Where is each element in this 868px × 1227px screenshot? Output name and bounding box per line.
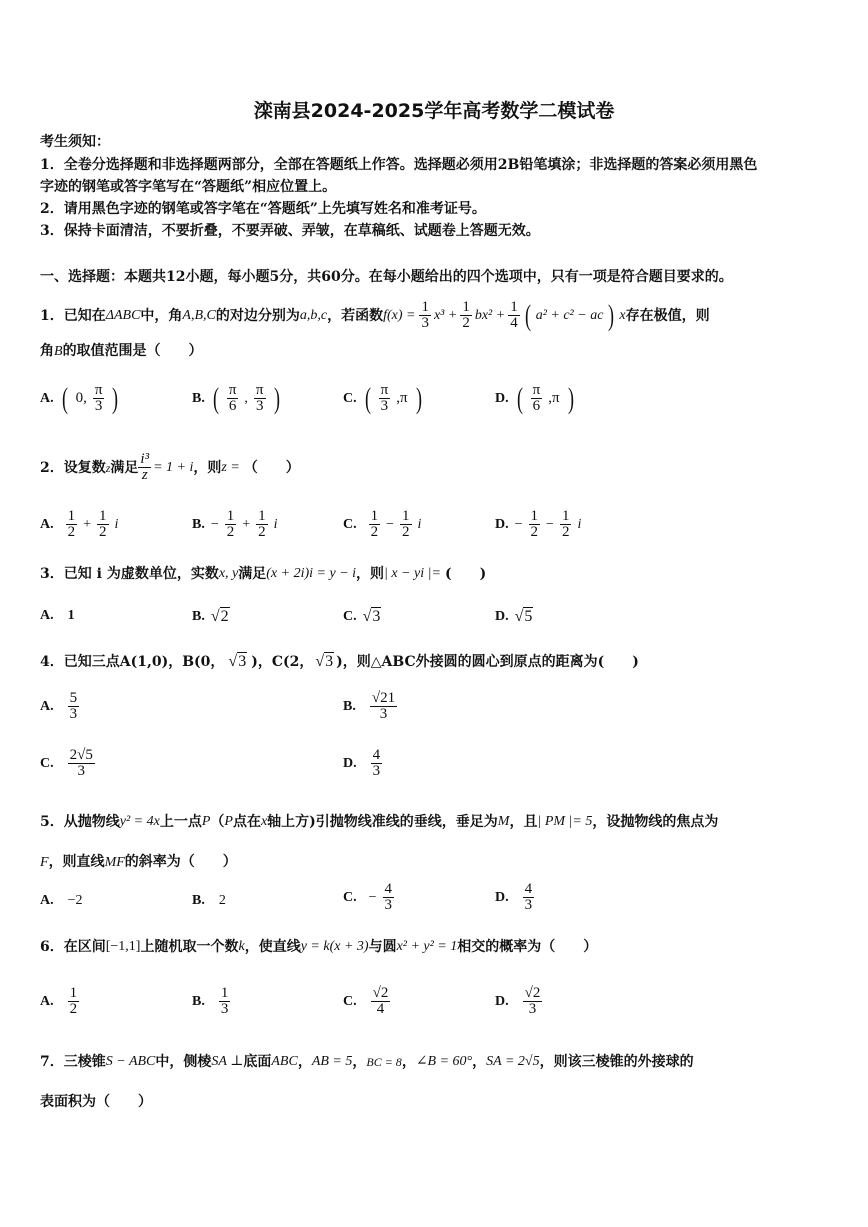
fraction-numerator: π: [228, 382, 237, 398]
question-text: 的斜率为（ ）: [124, 854, 237, 870]
question-text: ，: [297, 1054, 312, 1070]
option-a: A. $\frac{1}{2}$ + $\frac{1}{2}$ i: [40, 508, 119, 540]
question-text: 已知 i 为虚数单位，实数: [63, 566, 219, 582]
option-c: C. ( $\frac{\pi}{3}$ ,π ): [343, 381, 422, 415]
option-label: C.: [343, 390, 357, 406]
question-number: 7．: [40, 1054, 64, 1070]
question-number: 6．: [40, 939, 64, 955]
fraction-numerator: π: [532, 382, 541, 398]
math-expr: M: [497, 814, 510, 829]
fraction-numerator: π: [380, 382, 389, 398]
option-a: [40, 893, 83, 909]
math-expr: x: [260, 814, 268, 829]
question-text: 在区间: [63, 939, 106, 955]
notice-line-3: 2．请用黑色字迹的钢笔或答字笔在“答题纸”上先填写姓名和准考证号。: [40, 201, 486, 217]
question-1-line-2: [40, 342, 203, 361]
math-expr: SA ⊥: [211, 1054, 244, 1069]
option-a: A. ( 0, $\frac{\pi}{3}$ ): [40, 381, 119, 415]
option-label: A.: [40, 893, 54, 908]
math-expr: F: [40, 855, 49, 870]
notice-line-1: 1．全卷分选择题和非选择题两部分，全部在答题纸上作答。选择题必须用2B铅笔填涂；非选择题的答案必须用黑色: [40, 157, 758, 173]
option-label: B.: [192, 893, 205, 908]
option-label: A.: [40, 993, 54, 1009]
question-text: 上一点: [159, 814, 202, 830]
option-label: D.: [495, 993, 509, 1009]
question-text: 相交的概率为（ ）: [457, 939, 598, 955]
option-label: D.: [343, 755, 357, 771]
question-text: （ ）: [243, 459, 300, 476]
question-text: 三棱锥: [63, 1054, 106, 1070]
math-expr: y² = 4x: [119, 814, 160, 829]
option-label: C.: [343, 609, 357, 624]
question-text: 已知在: [63, 307, 106, 324]
math-expr: ABC: [271, 1054, 298, 1069]
question-number: 2．: [40, 459, 64, 476]
fraction-denominator: 3: [380, 398, 389, 414]
question-text: 与圆: [368, 939, 397, 955]
question-number: 5．: [40, 814, 64, 830]
question-text: ( ): [444, 566, 487, 582]
question-number: 3．: [40, 566, 64, 582]
option-label: B.: [192, 609, 205, 624]
math-expr: )，: [251, 654, 272, 670]
math-expr: B(0，: [182, 654, 225, 670]
option-a: [40, 608, 75, 624]
math-expr: x, y: [218, 566, 239, 581]
math-expr: A,B,C: [182, 307, 216, 323]
option-b: B. $\frac{1}{3}$: [192, 985, 229, 1017]
math-expr: P: [201, 814, 211, 829]
option-d: D. $\frac{4}{3}$: [343, 747, 381, 779]
math-expr: | PM |= 5: [537, 814, 593, 829]
question-6: [40, 938, 597, 956]
question-text: ，: [352, 1054, 367, 1070]
option-label: A.: [40, 516, 54, 532]
option-b: B. √2: [192, 608, 229, 625]
question-text: ，且: [509, 814, 538, 830]
fraction: $\frac{1}{3}$: [421, 299, 429, 331]
question-text: ，则: [356, 566, 385, 582]
question-text: ，: [168, 654, 183, 670]
question-text: ，使直线: [244, 939, 301, 955]
question-text: 中，侧棱: [155, 1054, 212, 1070]
option-label: A.: [40, 698, 54, 714]
question-7: [40, 1053, 694, 1071]
math-expr: P: [224, 814, 233, 829]
option-label: A.: [40, 390, 54, 406]
question-4: 4． 已知三点 A(1,0) ， B(0， √3 )， C(2， √3 )，则△ABC外接圆的圆心到原点的距离为( ): [40, 653, 639, 670]
option-d: D. − $\frac{1}{2}$ − $\frac{1}{2}$ i: [495, 508, 582, 540]
question-text: )，则△ABC外接圆的圆心到原点的距离为( ): [336, 654, 639, 670]
math-expr: C(2，: [271, 654, 314, 670]
option-label: C.: [40, 755, 54, 771]
question-number: 4．: [40, 654, 64, 670]
question-2: [40, 452, 300, 483]
option-d: D. ( $\frac{\pi}{6}$ ,π ): [495, 381, 574, 415]
section-heading: 一、选择题：本题共12小题，每小题5分，共60分。在每小题给出的四个选项中，只有一项是符合题目要求的。: [40, 269, 733, 285]
function-formula: $\frac{1}{3}$ x³ + $\frac{1}{2}$ bx² + $\frac{1}{4}$ ( a² + c² − ac ) x: [421, 298, 626, 332]
question-text: 满足: [238, 566, 267, 582]
option-label: C.: [343, 516, 357, 532]
option-c: C. √3: [343, 608, 381, 625]
question-text: （: [210, 814, 225, 830]
math-expr: ΔABC: [105, 307, 141, 323]
question-text: ，设抛物线的焦点为: [592, 814, 719, 830]
math-expr: a,b,c: [299, 307, 328, 323]
question-1: [40, 300, 710, 331]
option-value: 2: [218, 893, 226, 908]
page-title: 滦南县2024-2025学年高考数学二模试卷: [253, 100, 615, 122]
fraction: $\frac{1}{2}$: [462, 299, 470, 331]
math-expr: A(1,0): [119, 654, 169, 670]
option-value: 1: [67, 608, 75, 623]
option-label: D.: [495, 516, 509, 532]
fraction-numerator: π: [94, 382, 103, 398]
question-5-line-2: [40, 853, 237, 872]
option-c: C. − $\frac{4}{3}$: [343, 881, 393, 913]
fraction-denominator: 6: [532, 398, 541, 414]
math-expr: = 1 + i: [153, 459, 194, 475]
fraction-denominator: 3: [255, 398, 264, 414]
option-d: D. $\frac{√2}{3}$: [495, 985, 541, 1017]
option-c: C. $\frac{1}{2}$ − $\frac{1}{2}$ i: [343, 508, 422, 540]
fraction-numerator: π: [255, 382, 264, 398]
math-expr: y = k(x + 3): [300, 939, 369, 954]
option-b: B. − $\frac{1}{2}$ + $\frac{1}{2}$ i: [192, 508, 278, 540]
option-label: D.: [495, 889, 509, 905]
math-expr: SA = 2√5: [486, 1054, 540, 1069]
fraction: $\frac{1}{4}$: [510, 299, 518, 331]
math-expr: | x − yi |=: [384, 566, 441, 581]
question-text: ，则: [193, 459, 222, 476]
math-expr: k: [238, 939, 245, 954]
question-text: 设复数: [63, 459, 106, 476]
fraction-denominator: 6: [228, 398, 237, 414]
question-text: 已知三点: [63, 654, 120, 670]
question-text: ，: [472, 1054, 487, 1070]
question-text: 点在: [232, 814, 261, 830]
math-expr: ∠B = 60°: [415, 1054, 473, 1069]
fraction: $\frac{\text{i³}}{z}$: [140, 451, 150, 483]
math-expr: [−1,1]: [105, 939, 141, 954]
question-text: 从抛物线: [63, 814, 120, 830]
question-number: 1．: [40, 307, 64, 324]
option-label: B.: [343, 698, 356, 714]
question-text: 中，角: [140, 307, 183, 324]
notice-heading: 考生须知：: [40, 134, 110, 150]
notice-line-4: 3．保持卡面清洁，不要折叠，不要弄破、弄皱，在草稿纸、试题卷上答题无效。: [40, 223, 540, 239]
option-a: A. $\frac{5}{3}$: [40, 690, 78, 722]
option-d: D. $\frac{4}{3}$: [495, 881, 533, 913]
fraction-denominator: 3: [94, 398, 103, 414]
option-label: A.: [40, 608, 54, 623]
option-label: D.: [495, 609, 509, 624]
math-expr: f(x) =: [383, 307, 416, 323]
option-label: B.: [192, 516, 205, 532]
question-text: 角: [40, 343, 54, 359]
question-3: [40, 565, 486, 583]
option-c: C. $\frac{2√5}{3}$: [40, 747, 93, 779]
question-text: 上随机取一个数: [140, 939, 239, 955]
question-text: ，: [401, 1054, 416, 1070]
option-label: C.: [343, 993, 357, 1009]
option-d: D. √5: [495, 608, 533, 625]
question-text: ，则直线: [48, 854, 105, 870]
option-label: B.: [192, 993, 205, 1009]
math-expr: AB = 5: [311, 1054, 353, 1069]
option-value: −2: [67, 893, 83, 908]
math-expr: x² + y² = 1: [396, 939, 458, 954]
question-7-line-2: 表面积为（ ）: [40, 1094, 152, 1110]
question-text: 轴上方)引抛物线准线的垂线，垂足为: [267, 814, 498, 830]
question-text: 的取值范围是（ ）: [62, 343, 203, 359]
math-expr: B: [54, 344, 63, 359]
question-5: [40, 813, 718, 831]
math-expr: z =: [221, 459, 240, 475]
question-text: 的对边分别为: [215, 307, 300, 324]
option-label: C.: [343, 889, 357, 905]
notice-line-2: 字迹的钢笔或答字笔写在“答题纸”相应位置上。: [40, 179, 337, 195]
question-text: 存在极值，则: [625, 307, 710, 324]
option-value: 0,: [75, 390, 87, 406]
question-text: 满足: [110, 459, 139, 476]
math-expr: BC = 8: [366, 1055, 402, 1069]
math-expr: (x + 2i)i = y − i: [266, 566, 357, 581]
math-expr: MF: [104, 855, 125, 870]
math-expr: S − ABC: [105, 1054, 156, 1069]
option-a: A. $\frac{1}{2}$: [40, 985, 78, 1017]
option-value: ,π: [548, 390, 560, 406]
option-value: ,π: [396, 390, 408, 406]
option-c: C. $\frac{√2}{4}$: [343, 985, 389, 1017]
option-label: B.: [192, 390, 205, 406]
math-expr: z: [105, 460, 111, 475]
question-text: 底面: [243, 1054, 272, 1070]
question-text: ，若函数: [327, 307, 384, 324]
option-b: B. ( $\frac{\pi}{6}$ , $\frac{\pi}{3}$ ): [192, 381, 280, 415]
question-text: ，则该三棱锥的外接球的: [539, 1054, 694, 1070]
option-label: D.: [495, 390, 509, 406]
option-b: B. $\frac{√21}{3}$: [343, 690, 396, 722]
option-b: [192, 893, 226, 909]
